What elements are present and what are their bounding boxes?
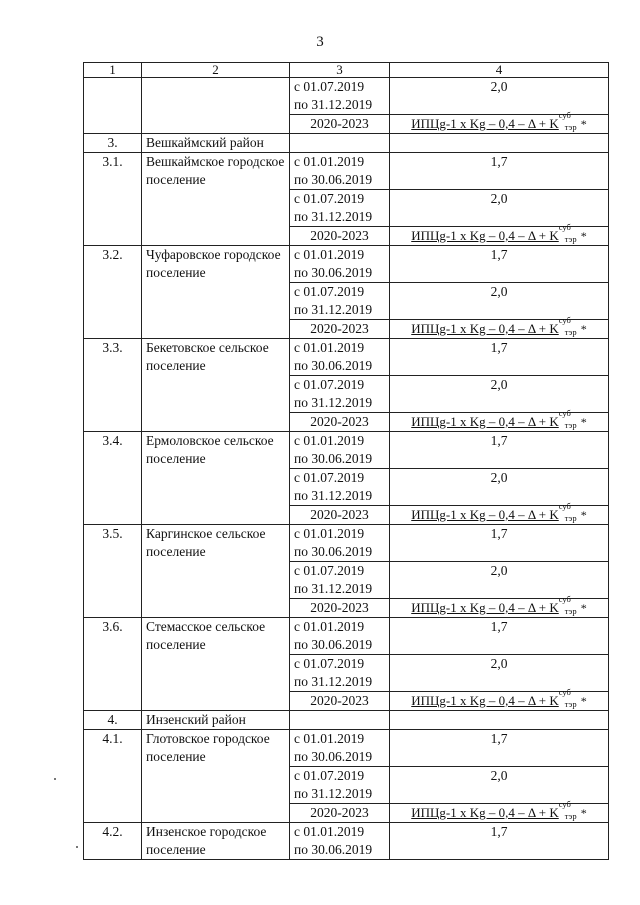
formula-subscript: тэр xyxy=(564,606,577,616)
formula-superscript: суб xyxy=(558,687,571,697)
period-cell: 2020-2023 xyxy=(290,227,390,246)
formula-cell xyxy=(390,110,609,134)
formula-subscript: тэр xyxy=(564,327,577,337)
formula-subscript: тэр xyxy=(564,513,577,523)
value-cell: 1,7 xyxy=(390,339,609,376)
table-row xyxy=(84,525,609,562)
formula-asterisk: * xyxy=(580,508,587,522)
section-number: 4. xyxy=(84,711,142,730)
formula-cell xyxy=(390,594,609,618)
section-number: 3. xyxy=(84,134,142,153)
value-cell: 1,7 xyxy=(390,823,609,860)
formula-text: ИПЦg-1 x Kg – 0,4 – Δ + K xyxy=(411,321,559,336)
formula-text: ИПЦg-1 x Kg – 0,4 – Δ + K xyxy=(411,805,559,820)
formula-subscript: тэр xyxy=(564,122,577,132)
period-cell: с 01.01.2019 по 30.06.2019 xyxy=(290,618,390,655)
value-cell: 1,7 xyxy=(390,618,609,655)
table-row xyxy=(84,153,609,190)
period-cell: с 01.07.2019 по 31.12.2019 xyxy=(290,655,390,692)
formula-asterisk: * xyxy=(580,322,587,336)
value-cell: 1,7 xyxy=(390,153,609,190)
table-row xyxy=(84,134,609,153)
formula-asterisk: * xyxy=(580,601,587,615)
row-number: 3.4. xyxy=(84,432,142,525)
period-cell: с 01.07.2019 по 31.12.2019 xyxy=(290,767,390,804)
value-cell: 1,7 xyxy=(390,525,609,562)
settlement-name: Инзенское городское поселение xyxy=(142,823,290,860)
value-cell: 2,0 xyxy=(390,190,609,227)
table-row xyxy=(84,618,609,655)
settlement-name xyxy=(142,78,290,134)
formula-subscript: тэр xyxy=(564,811,577,821)
formula-cell xyxy=(390,501,609,525)
period-cell: с 01.01.2019 по 30.06.2019 xyxy=(290,730,390,767)
period-cell: 2020-2023 xyxy=(290,413,390,432)
row-number: 3.2. xyxy=(84,246,142,339)
formula-asterisk: * xyxy=(580,415,587,429)
table-row xyxy=(84,823,609,860)
section-title: Инзенский район xyxy=(142,711,290,730)
row-number: 4.2. xyxy=(84,823,142,860)
tariff-table xyxy=(83,62,609,860)
page-number: 3 xyxy=(316,34,324,50)
settlement-name: Чуфаровское городское поселение xyxy=(142,246,290,339)
period-cell: 2020-2023 xyxy=(290,599,390,618)
value-cell: 1,7 xyxy=(390,432,609,469)
row-number: 3.1. xyxy=(84,153,142,246)
period-cell: с 01.07.2019 по 31.12.2019 xyxy=(290,376,390,413)
formula-subscript: тэр xyxy=(564,699,577,709)
formula-superscript: суб xyxy=(558,110,571,120)
table-header-row xyxy=(84,63,609,78)
header-col-1: 1 xyxy=(84,63,142,78)
formula-superscript: суб xyxy=(558,408,571,418)
formula-cell xyxy=(390,315,609,339)
period-cell: с 01.01.2019 по 30.06.2019 xyxy=(290,246,390,283)
settlement-name: Вешкаймское городское поселение xyxy=(142,153,290,246)
settlement-name: Стемасское сельское поселение xyxy=(142,618,290,711)
period-cell: с 01.07.2019 по 31.12.2019 xyxy=(290,562,390,599)
empty-cell xyxy=(390,134,609,153)
table-row xyxy=(84,711,609,730)
period-cell: с 01.07.2019 по 31.12.2019 xyxy=(290,190,390,227)
row-number: 4.1. xyxy=(84,730,142,823)
formula-superscript: суб xyxy=(558,594,571,604)
header-col-2: 2 xyxy=(142,63,290,78)
settlement-name: Каргинское сельское поселение xyxy=(142,525,290,618)
formula-text: ИПЦg-1 x Kg – 0,4 – Δ + K xyxy=(411,693,559,708)
formula-text: ИПЦg-1 x Kg – 0,4 – Δ + K xyxy=(411,228,559,243)
period-cell: с 01.01.2019 по 30.06.2019 xyxy=(290,823,390,860)
period-cell: с 01.07.2019 по 31.12.2019 xyxy=(290,283,390,320)
table-row xyxy=(84,78,609,115)
formula-superscript: суб xyxy=(558,799,571,809)
formula-asterisk: * xyxy=(580,117,587,131)
formula-text: ИПЦg-1 x Kg – 0,4 – Δ + K xyxy=(411,507,559,522)
period-cell: 2020-2023 xyxy=(290,506,390,525)
header-col-4: 4 xyxy=(390,63,609,78)
settlement-name: Ермоловское сельское поселение xyxy=(142,432,290,525)
settlement-name: Глотовское городское поселение xyxy=(142,730,290,823)
period-cell: с 01.07.2019 по 31.12.2019 xyxy=(290,78,390,115)
value-cell: 1,7 xyxy=(390,730,609,767)
formula-subscript: тэр xyxy=(564,420,577,430)
formula-superscript: суб xyxy=(558,222,571,232)
formula-cell xyxy=(390,687,609,711)
value-cell: 2,0 xyxy=(390,469,609,506)
formula-text: ИПЦg-1 x Kg – 0,4 – Δ + K xyxy=(411,116,559,131)
formula-cell xyxy=(390,799,609,823)
table-row xyxy=(84,730,609,767)
formula-asterisk: * xyxy=(580,229,587,243)
settlement-name: Бекетовское сельское поселение xyxy=(142,339,290,432)
value-cell: 2,0 xyxy=(390,283,609,320)
formula-superscript: суб xyxy=(558,315,571,325)
period-cell: 2020-2023 xyxy=(290,115,390,134)
header-col-3: 3 xyxy=(290,63,390,78)
period-cell: с 01.07.2019 по 31.12.2019 xyxy=(290,469,390,506)
value-cell: 2,0 xyxy=(390,562,609,599)
formula-subscript: тэр xyxy=(564,234,577,244)
scan-speck xyxy=(76,846,78,848)
scan-speck xyxy=(54,778,56,780)
period-cell: с 01.01.2019 по 30.06.2019 xyxy=(290,432,390,469)
period-cell: с 01.01.2019 по 30.06.2019 xyxy=(290,339,390,376)
empty-cell xyxy=(290,134,390,153)
row-number: 3.3. xyxy=(84,339,142,432)
formula-cell xyxy=(390,222,609,246)
formula-asterisk: * xyxy=(580,806,587,820)
value-cell: 2,0 xyxy=(390,767,609,804)
period-cell: с 01.01.2019 по 30.06.2019 xyxy=(290,153,390,190)
formula-text: ИПЦg-1 x Kg – 0,4 – Δ + K xyxy=(411,600,559,615)
formula-text: ИПЦg-1 x Kg – 0,4 – Δ + K xyxy=(411,414,559,429)
value-cell: 2,0 xyxy=(390,376,609,413)
formula-asterisk: * xyxy=(580,694,587,708)
table-row xyxy=(84,246,609,283)
table-row xyxy=(84,432,609,469)
period-cell: 2020-2023 xyxy=(290,320,390,339)
period-cell: с 01.01.2019 по 30.06.2019 xyxy=(290,525,390,562)
row-number xyxy=(84,78,142,134)
formula-cell xyxy=(390,408,609,432)
value-cell: 2,0 xyxy=(390,78,609,115)
empty-cell xyxy=(390,711,609,730)
period-cell: 2020-2023 xyxy=(290,804,390,823)
formula-superscript: суб xyxy=(558,501,571,511)
value-cell: 1,7 xyxy=(390,246,609,283)
value-cell: 2,0 xyxy=(390,655,609,692)
section-title: Вешкаймский район xyxy=(142,134,290,153)
period-cell: 2020-2023 xyxy=(290,692,390,711)
row-number: 3.6. xyxy=(84,618,142,711)
empty-cell xyxy=(290,711,390,730)
row-number: 3.5. xyxy=(84,525,142,618)
table-row xyxy=(84,339,609,376)
